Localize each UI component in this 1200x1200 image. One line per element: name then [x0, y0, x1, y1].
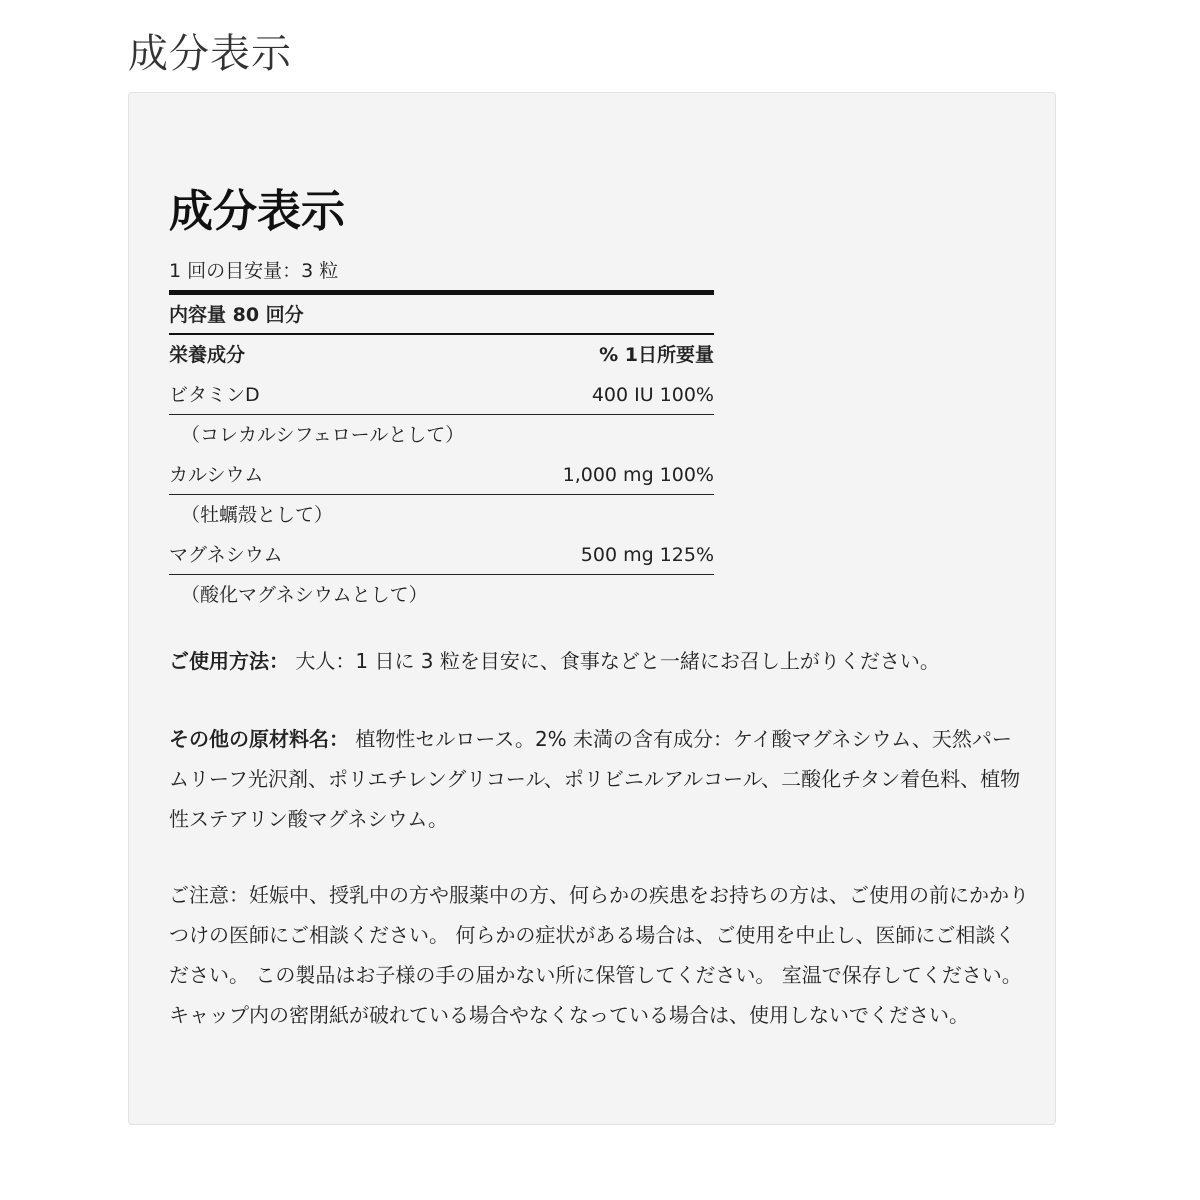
nutrient-amount: 500 mg 125% — [580, 544, 714, 566]
nutrient-source: （酸化マグネシウムとして） — [181, 584, 428, 606]
nutrient-source-row — [169, 495, 714, 535]
other-ingredients-label: その他の原材料名： — [169, 727, 349, 751]
other-ingredients-text: 植物性セルロース。2% 未満の含有成分：ケイ酸マグネシウム、天然パームリーフ光沢剤、ポリエチレングリコール、ポリビニルアルコール、二酸化チタン着色料、植物性ステアリン酸マグネシウム。 — [169, 727, 1021, 831]
nutrient-amount: 1,000 mg 100% — [562, 464, 714, 486]
nutrient-source: （コレカルシフェロールとして） — [181, 424, 465, 446]
usage-paragraph — [169, 641, 1029, 681]
servings-per-container-row — [169, 295, 714, 335]
nutrient-row-magnesium — [169, 535, 714, 575]
nutrient-name: マグネシウム — [169, 544, 283, 566]
nutrient-row-calcium — [169, 455, 714, 495]
nutrient-source-row — [169, 575, 714, 615]
supplement-facts-panel — [128, 92, 1056, 1125]
nutrient-source: （牡蠣殻として） — [181, 504, 334, 526]
nutrient-row-vitamin-d — [169, 375, 714, 415]
nutrient-name: ビタミンD — [169, 384, 260, 406]
header-nutrient: 栄養成分 — [169, 344, 246, 366]
label-title: 成分表示 — [169, 186, 345, 237]
serving-size: 1 回の目安量：3 粒 — [169, 260, 339, 282]
page-heading: 成分表示 — [128, 31, 292, 77]
servings-per-container: 内容量 80 回分 — [169, 304, 304, 326]
nutrient-amount: 400 IU 100% — [591, 384, 714, 406]
other-ingredients-paragraph — [169, 719, 1029, 839]
header-daily-value: % 1日所要量 — [599, 344, 714, 366]
table-header-row — [169, 335, 714, 375]
serving-size-row — [169, 251, 714, 295]
nutrient-source-row — [169, 415, 714, 455]
usage-label: ご使用方法： — [169, 649, 289, 673]
caution-paragraph: ご注意：妊娠中、授乳中の方や服薬中の方、何らかの疾患をお持ちの方は、ご使用の前にかかりつけの医師にご相談ください。 何らかの症状がある場合は、ご使用を中止し、医師にご相談ください。 この製品はお子様の手の届かない所に保管してください。 室温で保存してください。 キャップ内の密閉紙が破れている場合やなくなっている場合は、使用しないでください。 — [169, 883, 1029, 1027]
usage-text: 大人：1 日に 3 粒を目安に、食事などと一緒にお召し上がりください。 — [289, 649, 940, 673]
supplement-facts-table — [169, 251, 714, 615]
nutrient-name: カルシウム — [169, 464, 264, 486]
